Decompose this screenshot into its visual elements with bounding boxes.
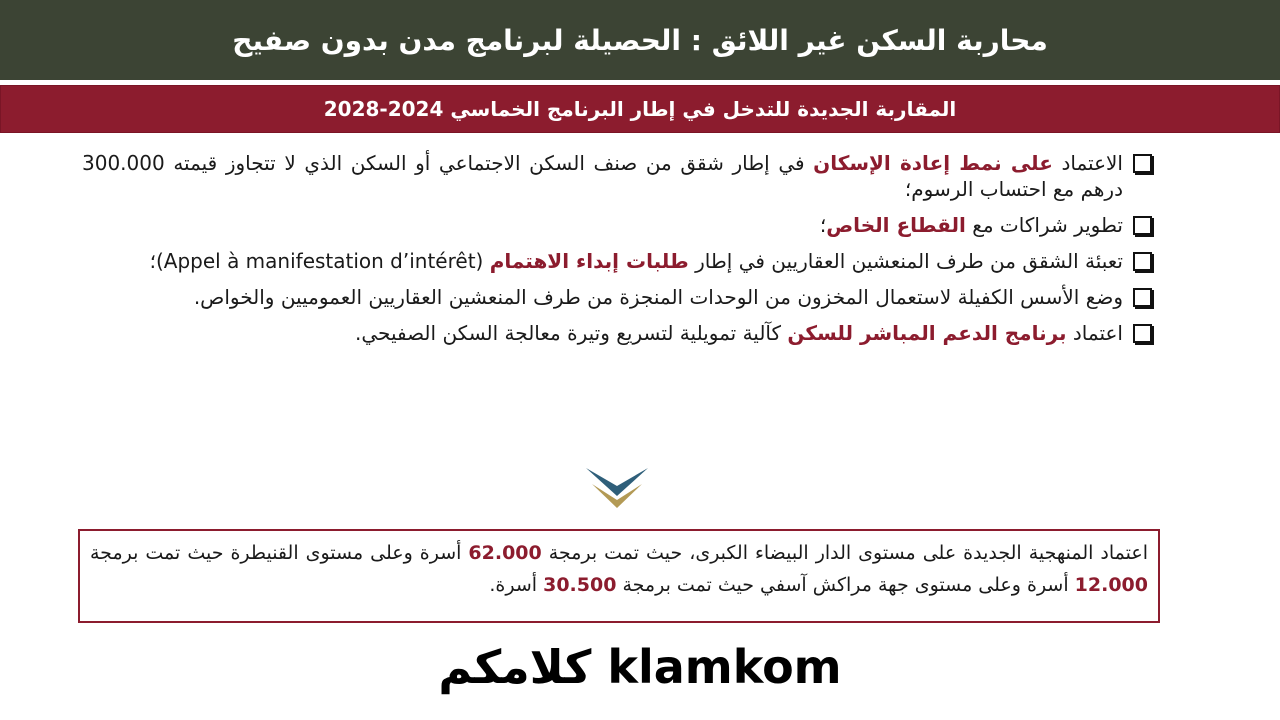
title-bar [0,0,1280,80]
list-item: وضع الأسس الكفيلة لاستعمال المخزون من الوحدات المنجزة من طرف المنعشين العقاريين العموميين والخواص. [82,284,1152,310]
list-item: الاعتماد على نمط إعادة الإسكان في إطار شقق من صنف السكن الاجتماعي أو السكن الذي لا تتجاوز قيمته 300.000 درهم مع احتساب الرسوم؛ [82,150,1152,202]
list-item: تطوير شراكات مع القطاع الخاص؛ [82,212,1152,238]
list-item: تعبئة الشقق من طرف المنعشين العقاريين في إطار طلبات إبداء الاهتمام (Appel à manifestation d’intérêt)؛ [82,248,1152,274]
highlight-text: برنامج الدعم المباشر للسكن [787,321,1067,345]
checkbox-icon [1133,288,1152,307]
checkbox-icon [1133,324,1152,343]
brand-watermark: كلامكم klamkom [438,640,842,694]
checkbox-icon [1133,154,1152,173]
highlight-text: القطاع الخاص [826,213,966,237]
checkbox-icon [1133,216,1152,235]
page-subtitle: المقاربة الجديدة للتدخل في إطار البرنامج الخماسي 2024-2028 [323,97,957,121]
page-title: محاربة السكن غير اللائق : الحصيلة لبرنامج مدن بدون صفيح [232,23,1048,57]
chevron-down-icon [584,464,650,512]
latin-term: (Appel à manifestation d’intérêt) [155,249,484,273]
result-number: 30.500 [543,574,617,596]
highlight-text: طلبات إبداء الاهتمام [489,249,689,273]
bullet-list [82,150,1152,356]
result-box: اعتماد المنهجية الجديدة على مستوى الدار البيضاء الكبرى، حيث تمت برمجة 62.000 أسرة وعلى مستوى القنيطرة حيث تمت برمجة 12.000 أسرة وعلى مستوى جهة مراكش آسفي حيث تمت برمجة 30.500 أسرة. [78,529,1160,623]
checkbox-icon [1133,252,1152,271]
result-number: 12.000 [1074,574,1148,596]
subtitle-bar [0,85,1280,133]
list-item: اعتماد برنامج الدعم المباشر للسكن كآلية تمويلية لتسريع وتيرة معالجة السكن الصفيحي. [82,320,1152,346]
result-number: 62.000 [468,542,542,564]
highlight-text: على نمط إعادة الإسكان [813,151,1053,175]
